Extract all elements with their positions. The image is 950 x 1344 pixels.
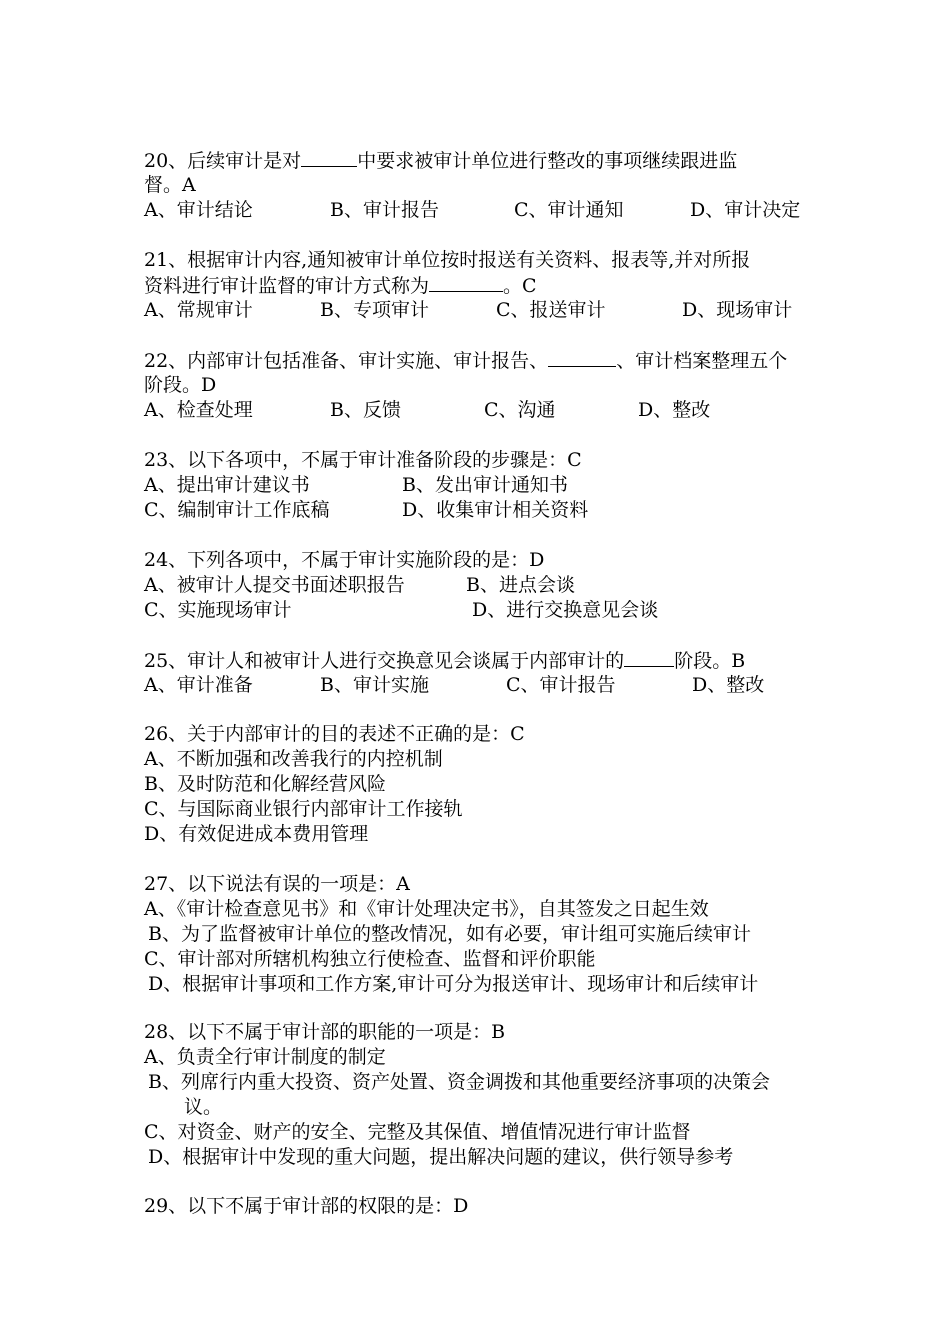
question-27	[144, 872, 814, 997]
option-c: C、与国际商业银行内部审计工作接轨	[144, 798, 463, 820]
option-d: D、进行交换意见会谈	[472, 599, 659, 621]
question-22	[144, 348, 814, 423]
question-26	[144, 722, 814, 847]
option-a: A、检查处理	[144, 399, 253, 421]
question-stem: 28、以下不属于审计部的职能的一项是：B	[144, 1021, 506, 1043]
options-row	[144, 498, 814, 523]
option-d: D、根据审计事项和工作方案,审计可分为报送审计、现场审计和后续审计	[148, 973, 759, 995]
question-stem-continued: 督。A	[144, 174, 196, 196]
question-stem: 22、内部审计包括准备、审计实施、审计报告、 、审计档案整理五个	[144, 350, 788, 372]
options-row	[144, 298, 814, 323]
question-stem: 23、以下各项中，不属于审计准备阶段的步骤是：C	[144, 449, 582, 471]
options-row	[144, 598, 814, 623]
option-d: D、现场审计	[682, 299, 793, 321]
option-d: D、审计决定	[690, 199, 801, 221]
question-29	[144, 1194, 814, 1219]
option-b: B、发出审计通知书	[402, 474, 568, 496]
options-row	[144, 673, 814, 698]
question-24	[144, 548, 814, 623]
question-stem: 24、下列各项中，不属于审计实施阶段的是：D	[144, 549, 545, 571]
question-25	[144, 648, 814, 698]
option-c: C、沟通	[484, 399, 556, 421]
question-stem: 25、审计人和被审计人进行交换意见会谈属于内部审计的 阶段。B	[144, 650, 746, 672]
option-a: A、负责全行审计制度的制定	[144, 1046, 386, 1068]
question-20	[144, 148, 814, 223]
option-a: A、常规审计	[144, 299, 253, 321]
option-b: B、审计实施	[320, 674, 429, 696]
option-a: A、被审计人提交书面述职报告	[144, 574, 405, 596]
answer-blank	[301, 148, 357, 167]
option-d: D、整改	[638, 399, 711, 421]
question-stem-continued: 阶段。D	[144, 374, 217, 396]
option-d: D、有效促进成本费用管理	[144, 823, 369, 845]
question-stem-continued: 资料进行审计监督的审计方式称为 。C	[144, 275, 537, 297]
option-d: D、整改	[692, 674, 765, 696]
option-c: C、对资金、财产的安全、完整及其保值、增值情况进行审计监督	[144, 1121, 691, 1143]
option-b: B、进点会谈	[466, 574, 575, 596]
options-row	[144, 573, 814, 598]
question-stem: 29、以下不属于审计部的权限的是：D	[144, 1195, 469, 1217]
option-c: C、实施现场审计	[144, 599, 292, 621]
option-c: C、报送审计	[496, 299, 606, 321]
option-b: B、反馈	[330, 399, 401, 421]
option-b: B、列席行内重大投资、资产处置、资金调拨和其他重要经济事项的决策会	[148, 1071, 770, 1093]
question-stem: 26、关于内部审计的目的表述不正确的是：C	[144, 723, 525, 745]
option-b: B、专项审计	[320, 299, 429, 321]
option-a: A、《审计检查意见书》和《审计处理决定书》，自其签发之日起生效	[144, 898, 709, 920]
options-row	[144, 198, 814, 223]
question-23	[144, 448, 814, 523]
option-b: B、为了监督被审计单位的整改情况，如有必要，审计组可实施后续审计	[148, 923, 751, 945]
option-b: B、及时防范和化解经营风险	[144, 773, 386, 795]
question-28	[144, 1020, 814, 1170]
question-stem: 20、后续审计是对 中要求被审计单位进行整改的事项继续跟进监	[144, 150, 738, 172]
option-c: C、编制审计工作底稿	[144, 499, 330, 521]
answer-blank	[429, 273, 503, 292]
question-21	[144, 248, 814, 323]
answer-blank	[624, 648, 674, 667]
option-c: C、审计报告	[506, 674, 616, 696]
options-row	[144, 398, 814, 423]
answer-blank	[548, 348, 616, 367]
option-a: A、审计准备	[144, 674, 253, 696]
option-c: C、审计部对所辖机构独立行使检查、监督和评价职能	[144, 948, 596, 970]
option-b-continued: 议。	[184, 1096, 223, 1118]
option-d: D、根据审计中发现的重大问题，提出解决问题的建议，供行领导参考	[148, 1146, 734, 1168]
options-row	[144, 473, 814, 498]
question-stem: 21、根据审计内容,通知被审计单位按时报送有关资料、报表等,并对所报	[144, 249, 751, 271]
option-b: B、审计报告	[330, 199, 439, 221]
option-a: A、审计结论	[144, 199, 253, 221]
option-a: A、提出审计建议书	[144, 474, 310, 496]
option-a: A、不断加强和改善我行的内控机制	[144, 748, 443, 770]
option-d: D、收集审计相关资料	[402, 499, 589, 521]
option-c: C、审计通知	[514, 199, 624, 221]
question-stem: 27、以下说法有误的一项是：A	[144, 873, 410, 895]
